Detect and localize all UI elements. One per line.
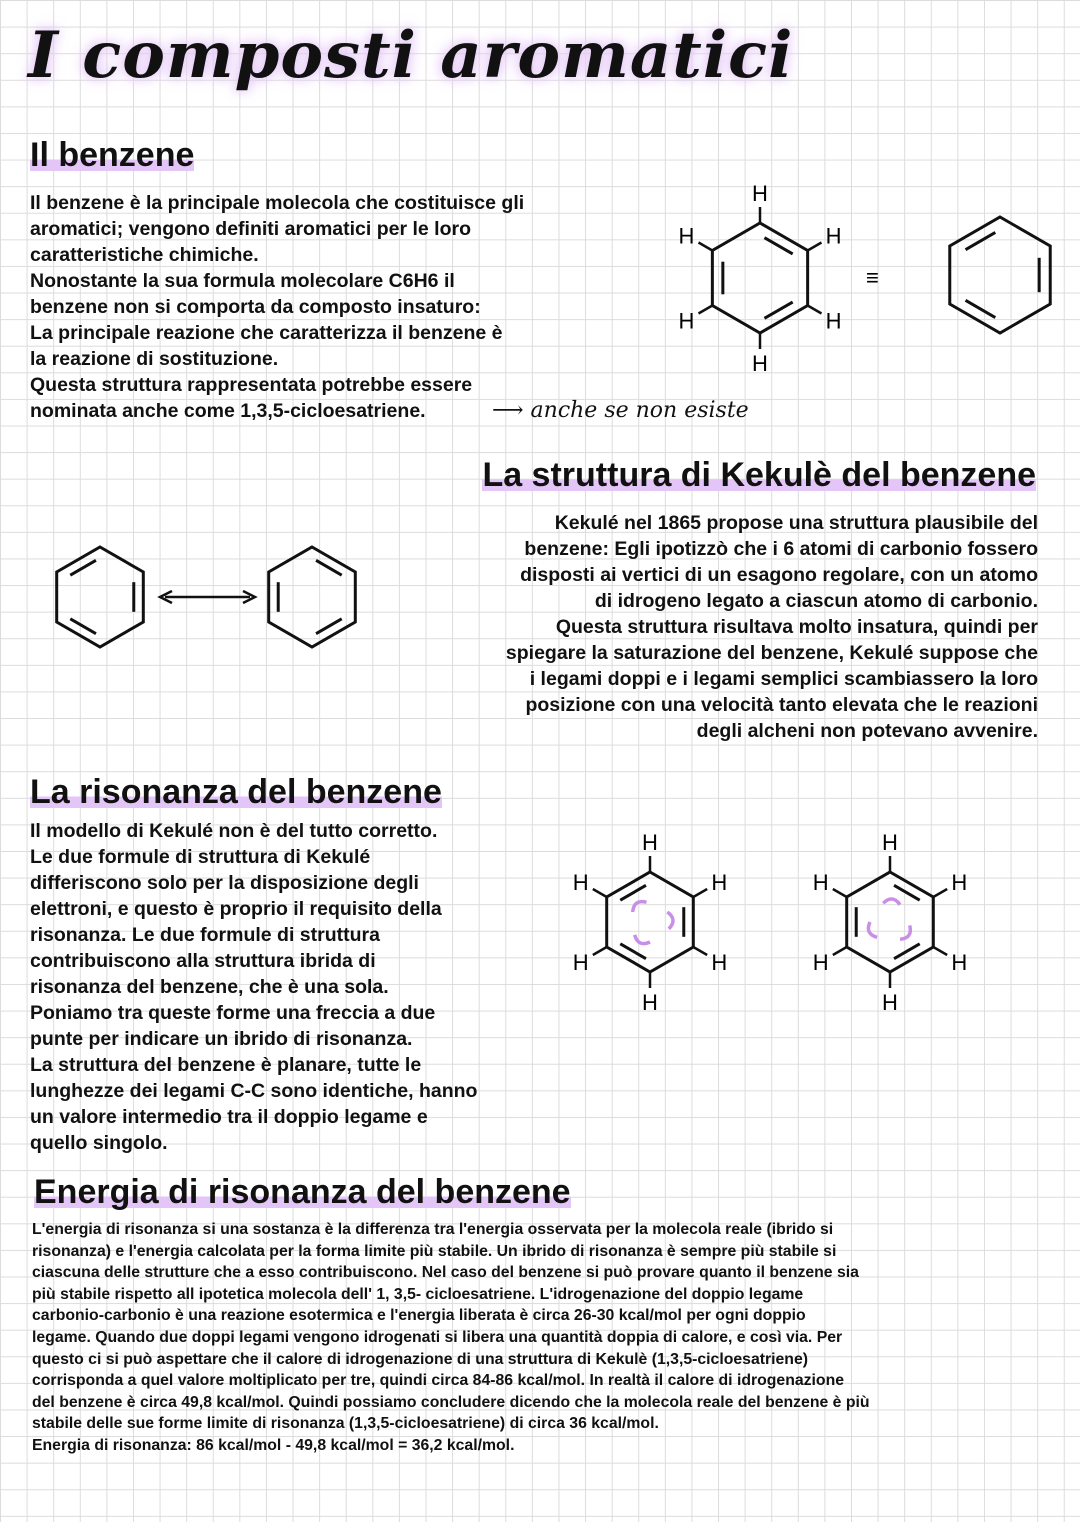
hydrogen-label: H — [825, 308, 842, 334]
text-line: punte per indicare un ibrido di risonanza. — [30, 1028, 413, 1050]
text-line: benzene non si comporta da composto insaturo: — [30, 296, 481, 318]
electron-arrow-icon — [883, 899, 900, 905]
text-line: La struttura del benzene è planare, tutte le — [30, 1054, 422, 1076]
text-line: Il benzene è la principale molecola che costituisce gli — [30, 192, 525, 214]
hydrogen-label: H — [951, 950, 968, 975]
hydrogen-label: H — [642, 830, 658, 855]
hydrogen-label: H — [572, 870, 589, 895]
text-line: del benzene è circa 49,8 kcal/mol. Quindi possiamo concludere dicendo che la molecola reale del benzene è più — [32, 1393, 870, 1411]
text-line: di idrogeno legato a ciascun atomo di carbonio. — [594, 590, 1038, 612]
heading-benzene: Il benzene — [30, 136, 195, 174]
hydrogen-label: H — [711, 950, 728, 975]
heading-kekule: La struttura di Kekulè del benzene — [482, 456, 1036, 494]
ch-bond — [808, 243, 822, 251]
text-line: la reazione di sostituzione. — [30, 348, 279, 370]
text-line: degli alcheni non potevano avvenire. — [696, 720, 1038, 742]
text-line: legame. Quando due doppi legami vengono idrogenati si libera una quantità doppia di calore, e così via. Per — [32, 1328, 843, 1346]
kekule-structure-2 — [269, 547, 356, 647]
text-line: un valore intermedio tra il doppio legame e — [30, 1106, 428, 1128]
text-line: risonanza. Le due formule di struttura — [30, 924, 380, 946]
text-line: quello singolo. — [30, 1132, 168, 1154]
text-line: Nonostante la sua formula molecolare C6H6 il — [30, 270, 455, 292]
text-line: Il modello di Kekulé non è del tutto corretto. — [30, 820, 438, 842]
ring-bond — [950, 217, 1050, 333]
text-line: questo ci si può aspettare che il calore di idrogenazione di una struttura di Kekulè (1,3,5-cicloesatriene) — [32, 1350, 809, 1368]
electron-arrow-icon — [633, 902, 647, 912]
hydrogen-label: H — [752, 181, 768, 206]
benzene-with-hydrogens — [678, 181, 841, 376]
hydrogen-label: H — [752, 351, 768, 376]
text-line: elettroni, e questo è proprio il requisito della — [30, 898, 442, 920]
text-line: ciascuna delle strutture che a esso contribuiscono. Nel caso del benzene si può provare quanto il benzene sia — [32, 1264, 859, 1282]
hydrogen-label: H — [951, 870, 968, 895]
text-line: corrisponda a quel valore moltiplicato per tre, quindi circa 84-86 kcal/mol. In realtà il calore di idrogenazione — [32, 1372, 845, 1390]
text-line: differiscono solo per la disposizione degli — [30, 872, 419, 894]
heading-energy: Energia di risonanza del benzene — [34, 1173, 571, 1211]
text-line: caratteristiche chimiche. — [30, 244, 259, 266]
text-line: carbonio-carbonio è una reazione esotermica e l'energia liberata è circa 26-30 kcal/mol per ogni doppio — [32, 1307, 806, 1325]
text-line: La principale reazione che caratterizza il benzene è — [30, 322, 503, 344]
ch-bond — [693, 947, 707, 955]
text-line: nominata anche come 1,3,5-cicloesatriene. — [30, 400, 426, 422]
text-line: risonanza) e l'energia calcolata per la forma limite più stabile. Un ibrido di risonanza è sempre più stabile si — [32, 1242, 837, 1260]
electron-arrow-icon — [667, 912, 673, 929]
ring-bond — [57, 547, 144, 647]
text-line: contribuiscono alla struttura ibrida di — [30, 950, 376, 972]
kekule-structure-1 — [57, 547, 144, 647]
page-title: I composti aromatici — [28, 18, 794, 93]
text-line: i legami doppi e i legami semplici scambiassero la loro — [529, 668, 1038, 690]
ring-bond — [607, 872, 694, 972]
ch-bond — [593, 947, 607, 955]
text-line: Questa struttura rappresentata potrebbe essere — [30, 374, 473, 396]
hydrogen-label: H — [572, 950, 589, 975]
hydrogen-label: H — [678, 308, 695, 334]
text-line: L'energia di risonanza si una sostanza è la differenza tra l'energia osservata per la molecola reale (ibrido si — [32, 1221, 834, 1238]
text-line: stabile delle sue forme limite di risonanza (1,3,5-cicloesatriene) di circa 36 kcal/mol. — [32, 1415, 659, 1433]
ch-bond — [933, 889, 947, 897]
text-line: Questa struttura risultava molto insatura, quindi per — [555, 616, 1038, 638]
ch-bond — [693, 889, 707, 897]
ring-bond — [712, 223, 807, 333]
resonance-structure-2 — [813, 830, 967, 1015]
text-line: spiegare la saturazione del benzene, Kekulé suppose che — [505, 642, 1038, 664]
text-line: lunghezze dei legami C-C sono identiche, hanno — [30, 1080, 478, 1102]
electron-arrow-icon — [900, 925, 910, 939]
hydrogen-label: H — [812, 870, 829, 895]
heading-resonance: La risonanza del benzene — [30, 773, 442, 811]
hydrogen-label: H — [812, 950, 829, 975]
text-line: posizione con una velocità tanto elevata che le reazioni — [525, 694, 1038, 716]
hydrogen-label: H — [882, 830, 898, 855]
ch-bond — [833, 889, 847, 897]
resonance-structure-1 — [573, 830, 727, 1015]
electron-arrow-icon — [868, 922, 877, 937]
hydrogen-label: H — [678, 223, 695, 249]
text-line: benzene: Egli ipotizzò che i 6 atomi di carbonio fossero — [524, 538, 1038, 560]
handwritten-note: ⟶ anche se non esiste — [492, 398, 749, 423]
equivalence-symbol: ≡ — [866, 265, 879, 290]
hydrogen-label: H — [642, 990, 658, 1015]
ch-bond — [593, 889, 607, 897]
ch-bond — [699, 243, 713, 251]
hydrogen-label: H — [711, 870, 728, 895]
text-line: aromatici; vengono definiti aromatici per le loro — [30, 218, 471, 240]
resonance-double-arrow-icon — [160, 591, 255, 603]
ring-bond — [269, 547, 356, 647]
ch-bond — [933, 947, 947, 955]
text-line: Poniamo tra queste forme una freccia a due — [30, 1002, 436, 1024]
ch-bond — [699, 306, 713, 314]
benzene-skeletal — [950, 217, 1050, 333]
electron-arrow-icon — [635, 935, 650, 944]
ch-bond — [833, 947, 847, 955]
ch-bond — [808, 306, 822, 314]
ring-bond — [847, 872, 934, 972]
text-line: Kekulé nel 1865 propose una struttura plausibile del — [554, 512, 1038, 534]
text-line: più stabile rispetto all ipotetica molecola dell' 1, 3,5- cicloesatriene. L'idrogenazione del doppio legame — [32, 1285, 804, 1303]
text-line: Le due formule di struttura di Kekulé — [30, 846, 371, 868]
text-line: disposti ai vertici di un esagono regolare, con un atomo — [520, 564, 1038, 586]
text-line: Energia di risonanza: 86 kcal/mol - 49,8 kcal/mol = 36,2 kcal/mol. — [32, 1436, 515, 1454]
hydrogen-label: H — [882, 990, 898, 1015]
text-line: risonanza del benzene, che è una sola. — [30, 976, 389, 998]
hydrogen-label: H — [825, 223, 842, 249]
